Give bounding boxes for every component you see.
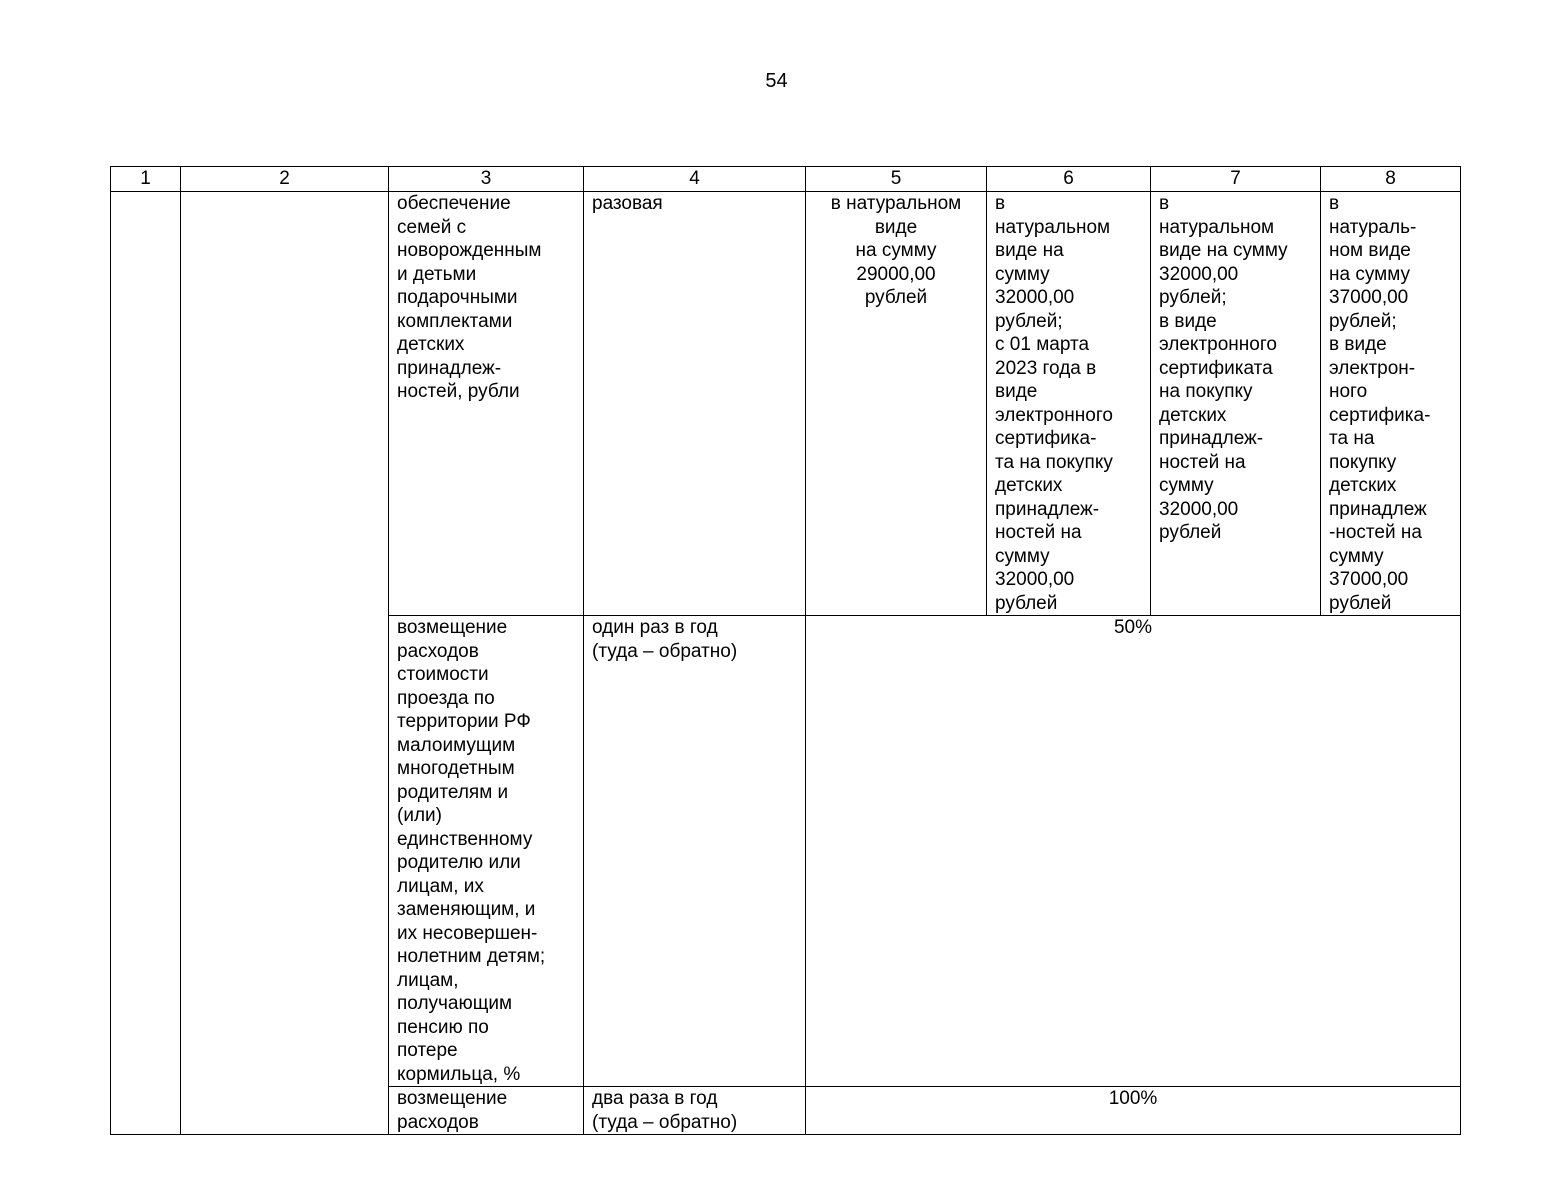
header-cell-8: 8 [1321, 167, 1461, 192]
cell-value-col8: в натураль- ном виде на сумму 37000,00 рублей; в виде электрон- ного сертифика- та на покупку детских принадлеж -ностей на сумму 37000,00 рублей [1321, 192, 1461, 616]
cell-description: возмещение расходов [389, 1087, 584, 1135]
cell-description: обеспечение семей с новорожденным и детьми подарочными комплектами детских принадлеж- ностей, рубли [389, 192, 584, 616]
header-cell-6: 6 [987, 167, 1151, 192]
header-cell-7: 7 [1151, 167, 1321, 192]
cell-merged-value: 100% [806, 1087, 1461, 1135]
table-row [111, 192, 1461, 616]
page-number: 54 [765, 70, 788, 92]
header-cell-5: 5 [806, 167, 987, 192]
benefits-table [110, 166, 1461, 1135]
header-cell-3: 3 [389, 167, 584, 192]
cell-frequency: два раза в год (туда – обратно) [584, 1087, 806, 1135]
header-cell-1: 1 [111, 167, 181, 192]
cell-frequency: один раз в год (туда – обратно) [584, 616, 806, 1087]
cell-description: возмещение расходов стоимости проезда по территории РФ малоимущим многодетным родителям и (или) единственному родителю или лицам, их заменяющим, и их несовершен- нолетним детям; лицам, получающим пенсию по потере кормильца, % [389, 616, 584, 1087]
cell-value-col6: в натуральном виде на сумму 32000,00 рублей; с 01 марта 2023 года в виде электронного сертифика- та на покупку детских принадлеж- ностей на сумму 32000,00 рублей [987, 192, 1151, 616]
header-cell-4: 4 [584, 167, 806, 192]
cell-col1-empty [111, 192, 181, 1135]
cell-value-col5: в натуральном виде на сумму 29000,00 рублей [806, 192, 987, 616]
cell-col2-empty [181, 192, 389, 1135]
header-row [111, 167, 1461, 192]
header-cell-2: 2 [181, 167, 389, 192]
cell-merged-value: 50% [806, 616, 1461, 1087]
cell-value-col7: в натуральном виде на сумму 32000,00 рублей; в виде электронного сертификата на покупку детских принадлеж- ностей на сумму 32000,00 рублей [1151, 192, 1321, 616]
cell-frequency: разовая [584, 192, 806, 616]
